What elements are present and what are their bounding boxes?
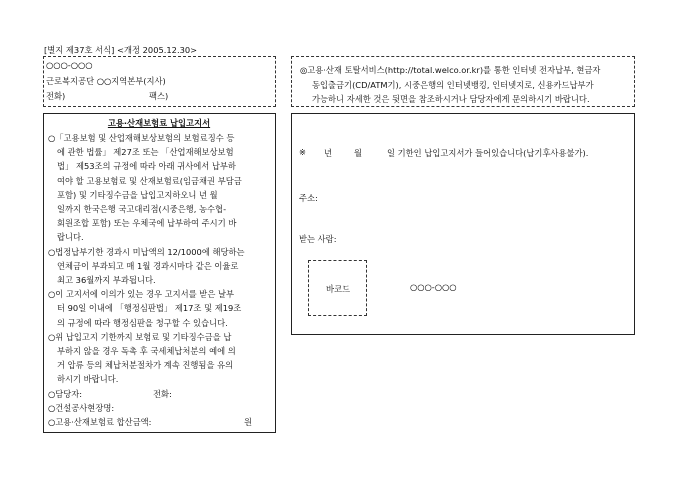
notice-para-2 [48,245,270,288]
notice-line: 거 압류 등의 체납처분절차가 계속 진행됨을 유의 [57,360,234,371]
total-unit: 원 [244,417,253,428]
notice-line: ○위 납입고지 기한까지 보험료 및 기타징수금을 납 [48,331,232,342]
notice-line: 연체금이 부과되고 매 1월 경과시마다 같은 이율로 [57,260,239,271]
recipient-label: 받는 사람: [299,234,337,244]
notice-line: 회원조합 포함) 또는 우체국에 납부하여 주시기 바 [57,218,237,229]
barcode-postal: ○○○-○○○ [410,282,457,292]
site-manager-label: ○건설공사현장명: [48,402,115,413]
service-notice-box [291,56,635,107]
barcode-label: 바코드 [326,284,351,294]
notice-line: 여야 할 고용보험료 및 산재보험료(임금채권 부담금 [57,175,242,186]
contact-label: ○담당자: [48,388,83,399]
notice-line: 포함) 및 기타징수금을 납입고지하오니 년 월 [57,189,218,200]
sender-org: 근로복지공단 ○○지역본부(지사) [46,76,166,86]
notice-line: 에 관한 법률」 제27조 또는 「산업재해보상보험 [57,147,234,158]
notice-line: ○법정납부기한 경과시 미납액의 12/1000에 해당하는 [48,246,245,257]
service-line: 가능하니 자세한 것은 뒷면을 참조하시거나 담당자에게 문의하시기 바랍니다. [312,94,590,104]
notice-line: 부하지 않을 경우 독촉 후 국세체납처분의 예에 의 [57,346,236,357]
mail-box [291,113,635,335]
contact-row [48,387,270,401]
notice-para-1 [48,131,270,245]
notice-line: 랍니다. [57,232,84,243]
notice-para-3 [48,287,270,330]
address-label: 주소: [299,193,318,203]
deadline-mark: ※ [299,147,306,157]
notice-title: 고용·산재보험료 납입고지서 [107,118,211,128]
sender-phone: 전화) [46,91,66,101]
deadline-month: 월 [354,148,363,158]
notice-line: 법」 제53조의 규정에 따라 아래 귀사에서 납부하 [57,161,236,172]
form-header: [별지 제37호 서식] <개정 2005.12.30> [44,45,198,55]
total-row [48,415,270,429]
notice-line: 터 90일 이내에 「행정심판법」 제17조 및 제19조 [57,303,242,314]
notice-line: 일까지 한국은행 국고대리점(시중은행, 농수협- [57,204,227,215]
notice-line: ○「고용보험 및 산업재해보상보험의 보험료징수 등 [48,133,235,143]
notice-line: ○이 고지서에 이의가 있는 경우 고지서를 받은 날부 [48,289,234,300]
barcode-box [308,260,367,316]
sender-box [43,56,276,107]
sender-postal: ○○○-○○○ [46,60,93,70]
notice-line: 최고 36월까지 부과됩니다. [57,275,156,286]
notice-line: 하시기 바랍니다. [57,374,119,385]
total-label: ○고용·산재보험료 합산금액: [48,417,152,428]
notice-line: 의 규정에 따라 행정심판을 청구할 수 있습니다. [57,317,228,328]
notice-para-4 [48,330,270,387]
service-line: 동입출금기(CD/ATM기), 시중은행의 인터넷뱅킹, 인터넷지로, 신용카드납부가 [312,79,594,90]
service-line: ◎고용·산재 토탈서비스(http://total.welco.or.kr)를 통한 인터넷 전자납부, 현금자 [300,65,601,75]
sender-fax: 팩스) [149,91,169,101]
contact-phone-label: 전화: [153,388,172,399]
deadline-text: 일 기한인 납입고지서가 들어있습니다(납기후사용불가). [387,148,589,158]
payment-notice-box [43,113,276,433]
deadline-year: 년 [324,148,333,158]
